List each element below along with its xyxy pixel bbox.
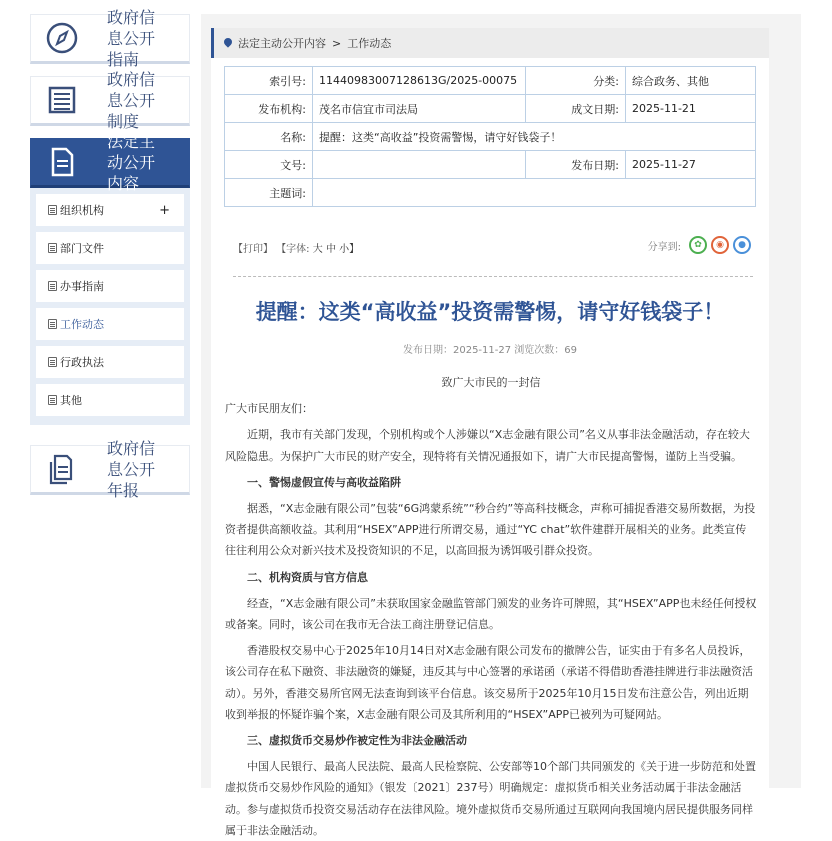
paragraph-2: 据悉，“X志金融有限公司”包装“6G鸿蒙系统”“秒合约”等高科技概念，声称可捕捉香港交易所数据，为投资者提供高额收益。其利用“HSEX”APP进行所谓交易，通过“YC chat”软件建群开展相关的业务。此类宣传往往利用公众对新兴技术及投资知识的不足，以高回报为诱饵吸引群众投资。 — [225, 502, 756, 558]
paragraph-4: 香港股权交易中心于2025年10月14日对X志金融有限公司发布的撤牌公告，证实由于有多名人员投诉，该公司存在私下融资、非法融资的嫌疑，违反其与中心签署的承诺函（承诺不得借助香港挂牌进行非法融资活动）。另外，香港交易所官网无法查询到该平台信息。该交易所于2025年10月15日发布注意公告，列出近期收到举报的怀疑诈骗个案，X志金融有限公司及其所利用的“HSEX”APP已被列为可疑网站。 — [225, 644, 753, 721]
meta-docno-label: 文号: — [225, 151, 313, 179]
section-heading-2: 二、机构资质与官方信息 — [247, 570, 368, 584]
nav-annual-label: 政府信息公开年报 — [107, 438, 156, 500]
document-icon — [31, 139, 93, 185]
wechat-icon[interactable]: ✿ — [689, 236, 707, 254]
meta-index-label: 索引号: — [225, 67, 313, 95]
doc-icon — [48, 281, 57, 291]
weibo-icon[interactable]: ◉ — [711, 236, 729, 254]
font-small-button[interactable]: 小】 — [339, 244, 360, 255]
article-body — [225, 372, 757, 841]
list-icon — [31, 77, 93, 123]
subnav-item-enforcement[interactable] — [36, 346, 184, 378]
paragraph-5: 中国人民银行、最高人民法院、最高人民检察院、公安部等10个部门共同颁发的《关于进一步防范和处置虚拟货币交易炒作风险的通知》（银发〔2021〕237号）明确规定：虚拟货币相关业务活动属于非法金融活动。参与虚拟货币投资交易活动存在法律风险。境外虚拟货币交易所通过互联网向我国境内居民提供服务同样属于非法金融活动。 — [225, 760, 756, 837]
paragraph-1: 近期，我市有关部门发现，个别机构或个人涉嫌以“X志金融有限公司”名义从事非法金融活动，存在较大风险隐患。为保护广大市民的财产安全，现特将有关情况通报如下，请广大市民提高警惕，谨防上当受骗。 — [225, 428, 750, 463]
greeting: 广大市民朋友们： — [225, 402, 313, 416]
nav-legal-content[interactable] — [30, 131, 190, 193]
meta-topic-value — [313, 179, 756, 207]
subnav-item-label: 组织机构 — [60, 204, 104, 217]
section-heading-1: 一、警惕虚假宣传与高收益陷阱 — [247, 475, 401, 489]
meta-index-value: 11440983007128613G/2025-00075 — [313, 67, 526, 95]
nav-guide-label: 政府信息公开指南 — [107, 7, 156, 69]
main-panel — [201, 14, 801, 837]
letter-heading: 致广大市民的一封信 — [441, 376, 541, 389]
compass-icon — [31, 15, 93, 61]
breadcrumb-separator: > — [332, 36, 342, 50]
subnav-item-label: 工作动态 — [60, 318, 104, 331]
section-heading-3: 三、虚拟货币交易炒作被定性为非法金融活动 — [247, 734, 467, 748]
meta-name-label: 名称: — [225, 123, 313, 151]
breadcrumb-parent[interactable]: 法定主动公开内容 — [238, 37, 326, 50]
subnav — [30, 188, 190, 425]
meta-pubdate-label: 发布日期: — [526, 151, 626, 179]
meta-category-value: 综合政务、其他 — [626, 67, 756, 95]
meta-table — [224, 66, 756, 207]
doc-icon — [48, 395, 57, 405]
subnav-item-news[interactable] — [36, 308, 184, 340]
share-label: 分享到: — [647, 241, 681, 253]
meta-publisher-label: 发布机构: — [225, 95, 313, 123]
location-pin-icon — [224, 38, 232, 48]
subnav-item-guide[interactable] — [36, 270, 184, 302]
doc-icon — [48, 319, 57, 329]
nav-system-label: 政府信息公开制度 — [107, 69, 156, 131]
share-bar — [648, 236, 751, 254]
meta-created-value: 2025-11-21 — [626, 95, 756, 123]
subnav-item-label: 其他 — [60, 394, 82, 407]
subnav-item-label: 部门文件 — [60, 242, 104, 255]
nav-annual[interactable] — [30, 438, 190, 500]
subnav-item-label: 办事指南 — [60, 280, 104, 293]
subnav-item-other[interactable] — [36, 384, 184, 416]
meta-pubdate-value: 2025-11-27 — [626, 151, 756, 179]
doc-icon — [48, 205, 57, 215]
expand-plus-icon[interactable]: + — [159, 202, 170, 218]
qq-icon[interactable]: ● — [733, 236, 751, 254]
doc-icon — [48, 243, 57, 253]
meta-category-label: 分类: — [526, 67, 626, 95]
report-icon — [31, 446, 93, 492]
meta-docno-value — [313, 151, 526, 179]
font-medium-button[interactable]: 中 — [325, 244, 336, 255]
subnav-item-docs[interactable] — [36, 232, 184, 264]
subnav-item-org[interactable] — [36, 194, 184, 226]
font-size-label: 【字体: — [276, 244, 310, 255]
left-sidebar — [30, 7, 190, 507]
divider — [233, 276, 753, 277]
article-title: 提醒：这类“高收益”投资需警惕，请守好钱袋子！ — [255, 300, 725, 324]
breadcrumb — [211, 28, 769, 58]
breadcrumb-current[interactable]: 工作动态 — [347, 37, 392, 50]
article-content — [211, 58, 769, 837]
doc-icon — [48, 357, 57, 367]
font-large-button[interactable]: 大 — [312, 244, 323, 255]
nav-legal-label: 法定主动公开内容 — [107, 131, 156, 193]
article-tools — [233, 240, 359, 255]
nav-system[interactable] — [30, 69, 190, 131]
meta-topic-label: 主题词: — [225, 179, 313, 207]
meta-name-value: 提醒：这类“高收益”投资需警惕，请守好钱袋子！ — [313, 123, 756, 151]
paragraph-3: 经查，“X志金融有限公司”未获取国家金融监管部门颁发的业务许可牌照，其“HSEX”APP也未经任何授权或备案。同时，该公司在我市无合法工商注册登记信息。 — [225, 596, 757, 632]
article-pubinfo: 发布日期：2025-11-27 浏览次数：69 — [402, 345, 578, 356]
nav-guide[interactable] — [30, 7, 190, 69]
subnav-item-label: 行政执法 — [60, 356, 104, 369]
print-button[interactable]: 【打印】 — [233, 244, 273, 255]
meta-created-label: 成文日期: — [526, 95, 626, 123]
meta-publisher-value: 茂名市信宜市司法局 — [313, 95, 526, 123]
